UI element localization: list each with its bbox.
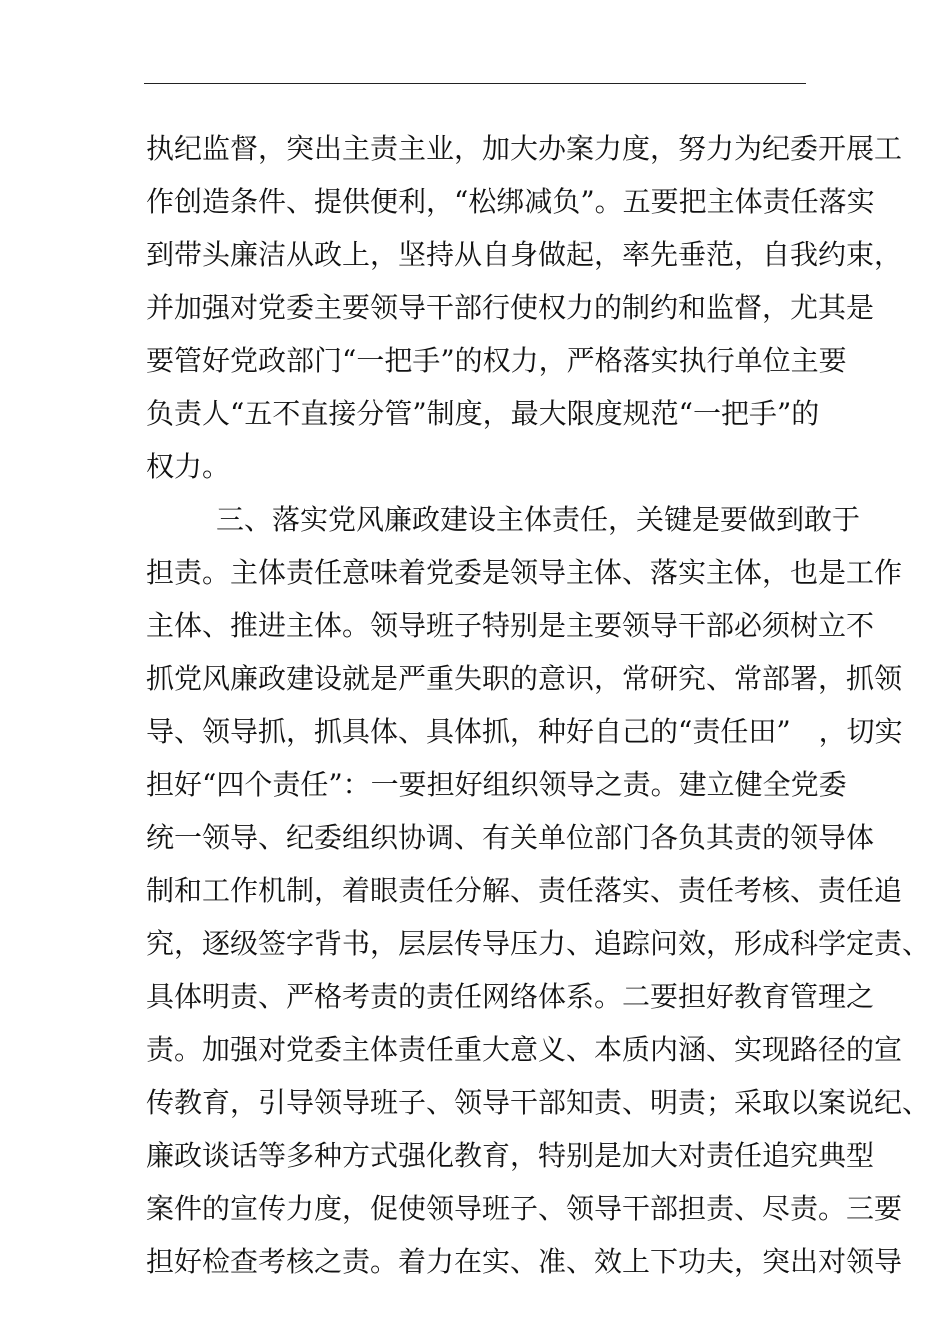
text-line: 作创造条件、提供便利，“松绑减负”。五要把主体责任落实 <box>146 185 875 218</box>
text-line: 负责人“五不直接分管”制度，最大限度规范“一把手”的 <box>146 397 820 430</box>
text-line: 担好“四个责任”：一要担好组织领导之责。建立健全党委 <box>146 768 847 801</box>
text-line: 主体、推进主体。领导班子特别是主要领导干部必须树立不 <box>146 609 875 642</box>
text-line: 担责。主体责任意味着党委是领导主体、落实主体，也是工作 <box>146 556 903 589</box>
text-line: 统一领导、纪委组织协调、有关单位部门各负其责的领导体 <box>146 821 875 854</box>
text-line: 并加强对党委主要领导干部行使权力的制约和监督，尤其是 <box>146 291 875 324</box>
paragraph-1 <box>146 122 903 493</box>
paragraph-2 <box>146 493 931 1288</box>
text-line: 权力。 <box>146 450 231 483</box>
text-line: 案件的宣传力度，促使领导班子、领导干部担责、尽责。三要 <box>146 1192 903 1225</box>
text-line: 责。加强对党委主体责任重大意义、本质内涵、实现路径的宣 <box>146 1033 903 1066</box>
text-line: 究，逐级签字背书，层层传导压力、追踪问效，形成科学定责、 <box>146 927 931 960</box>
text-line: 传教育，引导领导班子、领导干部知责、明责；采取以案说纪、 <box>146 1086 931 1119</box>
text-line: 廉政谈话等多种方式强化教育，特别是加大对责任追究典型 <box>146 1139 875 1172</box>
text-line: 到带头廉洁从政上，坚持从自身做起，率先垂范，自我约束， <box>146 238 903 271</box>
text-line: 抓党风廉政建设就是严重失职的意识，常研究、常部署，抓领 <box>146 662 903 695</box>
text-line: 要管好党政部门“一把手”的权力，严格落实执行单位主要 <box>146 344 847 377</box>
text-line: 三、落实党风廉政建设主体责任，关键是要做到敢于 <box>216 503 861 536</box>
document-body <box>146 122 931 1288</box>
header-rule <box>144 83 806 84</box>
text-line: 导、领导抓，抓具体、具体抓，种好自己的“责任田” ，切实 <box>146 715 903 748</box>
text-line: 执纪监督，突出主责主业，加大办案力度，努力为纪委开展工 <box>146 132 903 165</box>
text-line: 担好检查考核之责。着力在实、准、效上下功夫，突出对领导 <box>146 1245 903 1278</box>
text-line: 具体明责、严格考责的责任网络体系。二要担好教育管理之 <box>146 980 875 1013</box>
text-line: 制和工作机制，着眼责任分解、责任落实、责任考核、责任追 <box>146 874 903 907</box>
